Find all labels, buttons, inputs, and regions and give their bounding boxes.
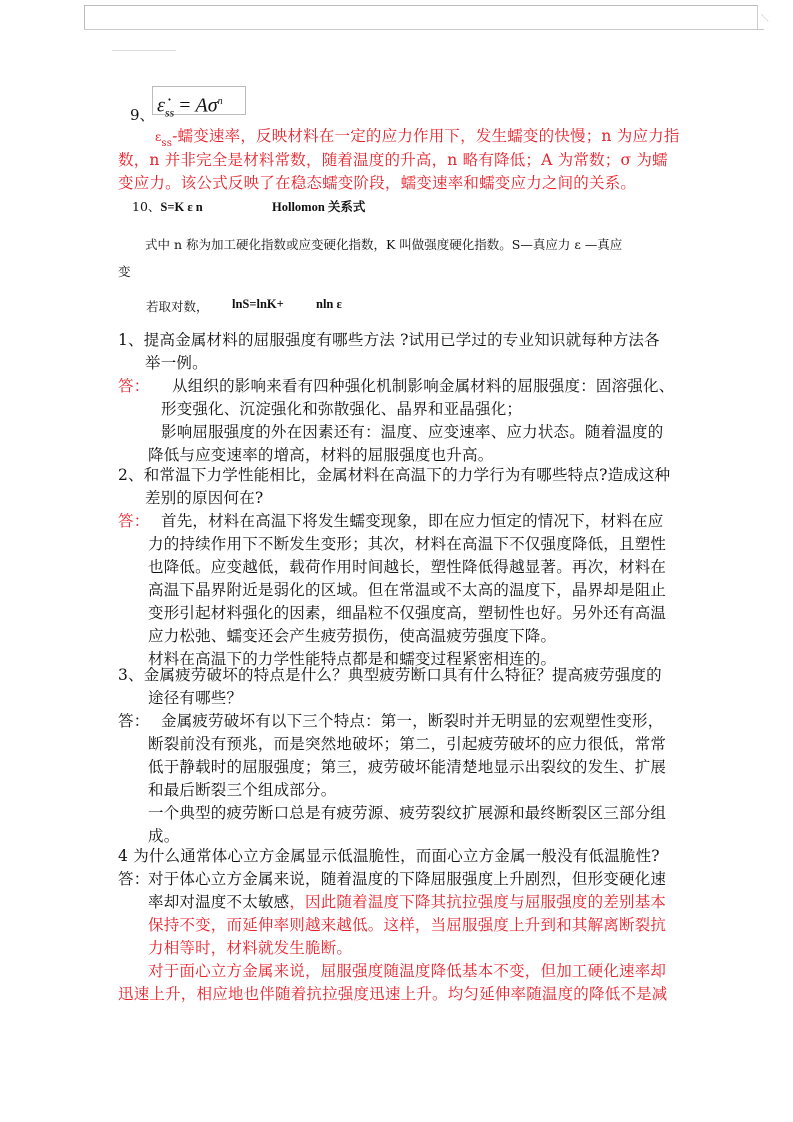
- q4-question: 4 为什么通常体心立方金属显示低温脆性，而面心立方金属一般没有低温脆性?: [118, 847, 660, 865]
- q4-answer-4: 力相等时，材料就发生脆断。: [148, 939, 353, 957]
- q4-answer-label: 答：: [118, 870, 150, 888]
- q1-answer-1: 从组织的影响来看有四种强化机制影响金属材料的屈服强度：固溶强化、: [172, 377, 675, 395]
- q3-question-2: 途径有哪些？: [148, 689, 243, 707]
- formula-lhs-sub: ss: [164, 105, 175, 120]
- q4-fcc-2: 迅速上升，相应地也伴随着抗拉强度迅速上升。均匀延伸率随温度的降低不是减: [118, 985, 668, 1003]
- q1-answer-4: 降低与应变速率的增高，材料的屈服强度也升高。: [148, 446, 494, 464]
- q2-answer-4: 高温下晶界附近是弱化的区域。但在常温或不太高的温度下，晶界却是阻止: [148, 581, 667, 599]
- q1-answer-label: 答：: [118, 377, 150, 395]
- hollomon-title: Hollomon 关系式: [272, 200, 366, 214]
- q3-answer-6: 成。: [148, 827, 180, 845]
- q3-answer-1: 金属疲劳破坏有以下三个特点：第一，断裂时并无明显的宏观塑性变形，: [161, 712, 664, 730]
- q2-question-1: 2、和常温下力学性能相比，金属材料在高温下的力学行为有哪些特点?造成这种: [118, 466, 671, 484]
- log-formula-b: nln ε: [316, 297, 342, 311]
- q2-answer-5: 变形引起材料强化的因素，细晶粒不仅强度高，塑韧性也好。另外还有高温: [148, 604, 667, 622]
- q4-answer-2-black: 率却对温度不太敏感: [148, 893, 290, 911]
- log-label: 若取对数，: [146, 299, 209, 314]
- q3-answer-label: 答：: [118, 712, 150, 730]
- formula-rhs-sup: n: [217, 96, 223, 107]
- q4-fcc-1: 对于面心立方金属来说，屈服强度随温度降低基本不变，但加工硬化速率却: [148, 962, 667, 980]
- q1-question-2: 举一例。: [145, 354, 208, 372]
- q1-answer-2: 形变强化、沉淀强化和弥散强化、晶界和亚晶强化；: [161, 400, 523, 418]
- text-span: -蠕变速率，反映材料在一定的应力作用下，发生蠕变的快慢；n 为应力指: [172, 127, 680, 145]
- epsilon-symbol: ε: [155, 130, 162, 144]
- item9-line-1: [155, 124, 680, 149]
- item10-number: 10、: [132, 199, 161, 214]
- item9-number: 9、: [130, 106, 155, 124]
- item10-desc-1: 式中 n 称为加工硬化指数或应变硬化指数，K 叫做强度硬化指数。S—真应力 ε —真应: [145, 237, 623, 252]
- q1-question-1: 1、提高金属材料的屈服强度有哪些方法 ?试用已学过的专业知识就每种方法各: [118, 331, 660, 349]
- q2-answer-label: 答：: [118, 512, 150, 530]
- hollomon-formula: S=K ε n: [160, 200, 203, 214]
- item10-desc-2: 变: [118, 264, 131, 279]
- q4-answer-2: [148, 890, 666, 912]
- log-formula-a: lnS=lnK+: [232, 297, 284, 311]
- item9-line-2: 数，n 并非完全是材料常数，随着温度的升高，n 略有降低；A 为常数；σ 为蠕: [118, 151, 668, 169]
- q3-answer-5: 一个典型的疲劳断口总是有疲劳源、疲劳裂纹扩展源和最终断裂区三部分组: [148, 804, 667, 822]
- q1-answer-3: 影响屈服强度的外在因素还有：温度、应变速率、应力状态。随着温度的: [161, 423, 664, 441]
- q3-answer-2: 断裂前没有预兆，而是突然地破坏；第二，引起疲劳破坏的应力很低，常常: [148, 735, 667, 753]
- formula-lhs: ε̇: [157, 94, 165, 117]
- formula-rhs: Aσ: [195, 94, 218, 117]
- q2-answer-7: 材料在高温下的力学性能特点都是和蠕变过程紧密相连的。: [148, 650, 557, 668]
- q2-answer-2: 力的持续作用下不断发生变形；其次，材料在高温下不仅强度降低，且塑性: [148, 535, 667, 553]
- q4-answer-2-red: ，因此随着温度下降其抗拉强度与屈服强度的差别基本: [289, 893, 667, 911]
- creep-rate-formula: [152, 86, 246, 120]
- q3-question-1: 3、金属疲劳破坏的特点是什么？典型疲劳断口具有什么特征？提高疲劳强度的: [118, 666, 662, 684]
- q2-answer-3: 也降低。应变越低，载荷作用时间越长，塑性降低得越显著。再次，材料在: [148, 558, 667, 576]
- q3-answer-3: 低于静载时的屈服强度；第三，疲劳破坏能清楚地显示出裂纹的发生、扩展: [148, 758, 667, 776]
- q2-answer-1: 首先，材料在高温下将发生蠕变现象，即在应力恒定的情况下，材料在应: [161, 512, 664, 530]
- item10-header: [132, 197, 203, 215]
- header-divider: [84, 29, 764, 30]
- epsilon-sub: ss: [161, 138, 173, 149]
- q2-question-2: 差别的原因何在?: [145, 489, 264, 507]
- page-header-frame: [84, 5, 758, 29]
- header-tab: [112, 29, 176, 51]
- q4-answer-1: 对于体心立方金属来说，随着温度的下降屈服强度上升剧烈，但形变硬化速: [148, 870, 667, 888]
- item9-line-3: 变应力。该公式反映了在稳态蠕变阶段，蠕变速率和蠕变应力之间的关系。: [118, 174, 637, 192]
- formula-equals: =: [174, 94, 196, 117]
- q3-answer-4: 和最后断裂三个组成部分。: [148, 781, 337, 799]
- q4-answer-3: 保持不变，而延伸率则越来越低。这样，当屈服强度上升到和其解离断裂抗: [148, 916, 667, 934]
- q2-answer-6: 应力松弛、蠕变还会产生疲劳损伤，使高温疲劳强度下降。: [148, 627, 557, 645]
